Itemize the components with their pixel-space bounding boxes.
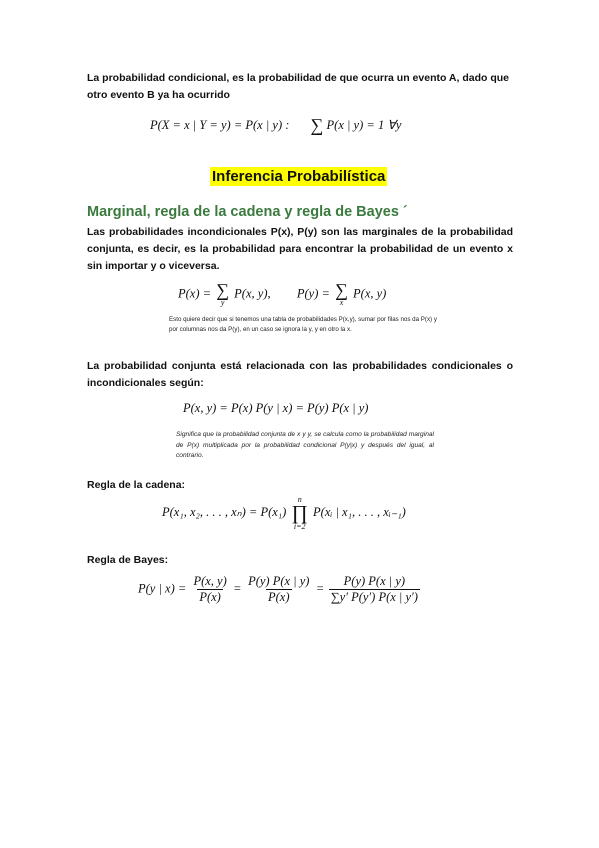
marginal-note: Esto quiere decir que si tenemos una tabla de probabilidades P(x,y), sumar por filas nos da P(x) y por columnas nos da P(y), en un caso se ignora la y, y en otro la x. [169,316,437,333]
product-lower-limit: i=2 [293,522,306,531]
marginal-eq-left-lhs: P(x) = [178,286,212,301]
marginal-equations [178,282,386,307]
fraction-numerator: P(y) P(x | y) [248,574,310,588]
fraction-numerator: P(x, y) [193,574,227,588]
conditional-equation [150,115,401,136]
joint-equation: P(x, y) = P(x) P(y | x) = P(y) P(x | y) [183,401,369,415]
fraction-denominator: ∑y′ P(y′) P(x | y′) [330,590,418,604]
sum-index-y: y [220,298,225,307]
sum-icon: ∑ [216,280,230,300]
marginal-sum-y [216,282,229,307]
marginal-eq-left-rhs: P(x, y), [234,286,271,301]
marginal-eq-right-rhs: P(x, y) [353,286,387,301]
fraction-denominator: P(x) [268,590,290,604]
fraction-numerator: P(y) P(x | y) [343,574,406,588]
fraction-denominator: P(x) [199,590,221,604]
chain-eq-rhs: P(xᵢ | x₁, . . . , xᵢ₋₁) [313,504,406,519]
sum-symbol: ∑ [310,115,324,135]
sum-index-x: x [339,298,344,307]
chain-rule-equation [162,495,406,531]
product-upper-limit: n [297,495,302,504]
bayes-eq-lhs: P(y | x) = [138,581,187,596]
subsection-title: Marginal, regla de la cadena y regla de Bayes ´ [87,204,408,220]
product-icon: ∏ [291,502,308,524]
marginal-paragraph: Las probabilidades incondicionales P(x), P(y) son las marginales de la probabilidad conjunta, es decir, es la probabilidad para encontrar la probabilidad de un evento x sin importar y o viceversa. [87,226,513,272]
section-title-wrapper [210,168,387,186]
conditional-eq-rhs: P(x | y) = 1 ∀y [326,118,402,132]
bayes-fraction-3 [329,574,420,605]
bayes-equation: P(y | x) = $\frac{P(x, y)}{P(x)}$ = $\frac{P(y) P(x | y)}{P(x)}$ = $\frac{P(y) P(x | y)}{\sum y' P(y') P(x | y')}$ [138,574,418,604]
product-operator [291,495,307,531]
bayes-fraction-2 [246,574,311,605]
bayes-fraction-1 [191,574,228,605]
chain-rule-label: Regla de la cadena: [87,479,186,491]
section-title: Inferencia Probabilística [212,168,386,185]
bayes-rule-label: Regla de Bayes: [87,554,169,566]
chain-eq-lhs: P(x₁, x₂, . . . , xₙ) = P(x₁) [162,504,287,519]
marginal-eq-right-lhs: P(y) = [296,286,330,301]
joint-paragraph: La probabilidad conjunta está relacionada con las probabilidades condicionales o incondicionales según: [87,360,513,389]
sum-icon: ∑ [335,280,348,300]
joint-note: Significa que la probabilidad conjunta de x y y, se calcula como la probabilidad marginal de P(x) multiplicada por la probabilidad condicional P(y|x) y después del igual, al contrario. [176,431,434,459]
intro-paragraph: La probabilidad condicional, es la probabilidad de que ocurra un evento A, dado que otro evento B ya ha ocurrido [87,72,509,101]
marginal-sum-x [335,282,348,307]
conditional-eq-lhs: P(X = x | Y = y) = P(x | y) : [150,118,290,132]
